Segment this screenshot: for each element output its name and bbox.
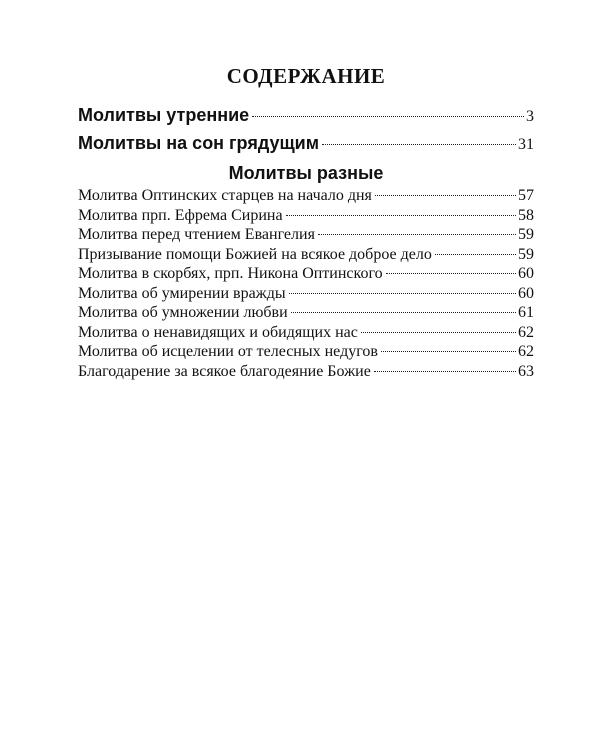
toc-entry-morning-prayers[interactable] — [78, 102, 534, 130]
dot-leader — [374, 371, 516, 372]
toc-page-number: 31 — [518, 136, 534, 153]
toc-entry-label: Молитва о ненавидящих и обидящих нас — [78, 323, 358, 341]
toc-page-number: 62 — [518, 343, 534, 360]
toc-page-number: 62 — [518, 323, 534, 341]
toc-page-number: 60 — [518, 265, 534, 282]
toc-page-number: 3 — [526, 108, 534, 125]
dot-leader — [318, 234, 516, 235]
toc-entry[interactable] — [78, 284, 534, 304]
toc-page-number: 60 — [518, 284, 534, 302]
toc-page-number: 59 — [518, 226, 534, 243]
table-of-contents — [78, 62, 534, 381]
dot-leader — [291, 312, 516, 313]
toc-entry[interactable] — [78, 264, 534, 284]
dot-leader — [386, 273, 516, 274]
toc-entry[interactable] — [78, 362, 534, 382]
toc-entry[interactable] — [78, 245, 534, 265]
toc-page-number: 58 — [518, 206, 534, 224]
toc-entry-label: Молитва об исцелении от телесных недугов — [78, 343, 378, 360]
toc-entry[interactable] — [78, 323, 534, 343]
toc-entry-label: Молитва в скорбях, прп. Никона Оптинского — [78, 265, 383, 282]
dot-leader — [361, 332, 516, 333]
toc-page-number: 61 — [518, 304, 534, 321]
page-title: СОДЕРЖАНИЕ — [226, 64, 386, 88]
toc-entry-evening-prayers[interactable] — [78, 130, 534, 158]
toc-page-number: 57 — [518, 187, 534, 204]
toc-entry[interactable] — [78, 342, 534, 362]
dot-leader — [286, 215, 516, 216]
toc-page-number: 59 — [518, 245, 534, 263]
dot-leader — [252, 116, 524, 117]
dot-leader — [289, 293, 516, 294]
toc-entry[interactable] — [78, 225, 534, 245]
toc-entry-label: Молитва об умножении любви — [78, 304, 288, 321]
toc-entry[interactable] — [78, 186, 534, 206]
toc-entry-label: Молитва перед чтением Евангелия — [78, 226, 315, 243]
dot-leader — [375, 195, 516, 196]
dot-leader — [435, 254, 516, 255]
toc-entry-label: Молитвы на сон грядущим — [78, 133, 320, 153]
toc-entry-label: Призывание помощи Божией на всякое доброе дело — [78, 245, 432, 263]
dot-leader — [322, 144, 516, 145]
section-heading: Молитвы разные — [228, 163, 384, 183]
toc-entry-label: Молитва Оптинских старцев на начало дня — [78, 187, 372, 204]
toc-entry-label: Молитва прп. Ефрема Сирина — [78, 206, 283, 224]
dot-leader — [381, 351, 516, 352]
toc-entry[interactable] — [78, 206, 534, 226]
toc-entry-label: Благодарение за всякое благодеяние Божие — [78, 362, 371, 380]
toc-entry-label: Молитва об умирении вражды — [78, 284, 286, 302]
toc-entry-label: Молитвы утренние — [78, 105, 250, 125]
toc-page-number: 63 — [518, 362, 534, 380]
toc-entry[interactable] — [78, 303, 534, 323]
